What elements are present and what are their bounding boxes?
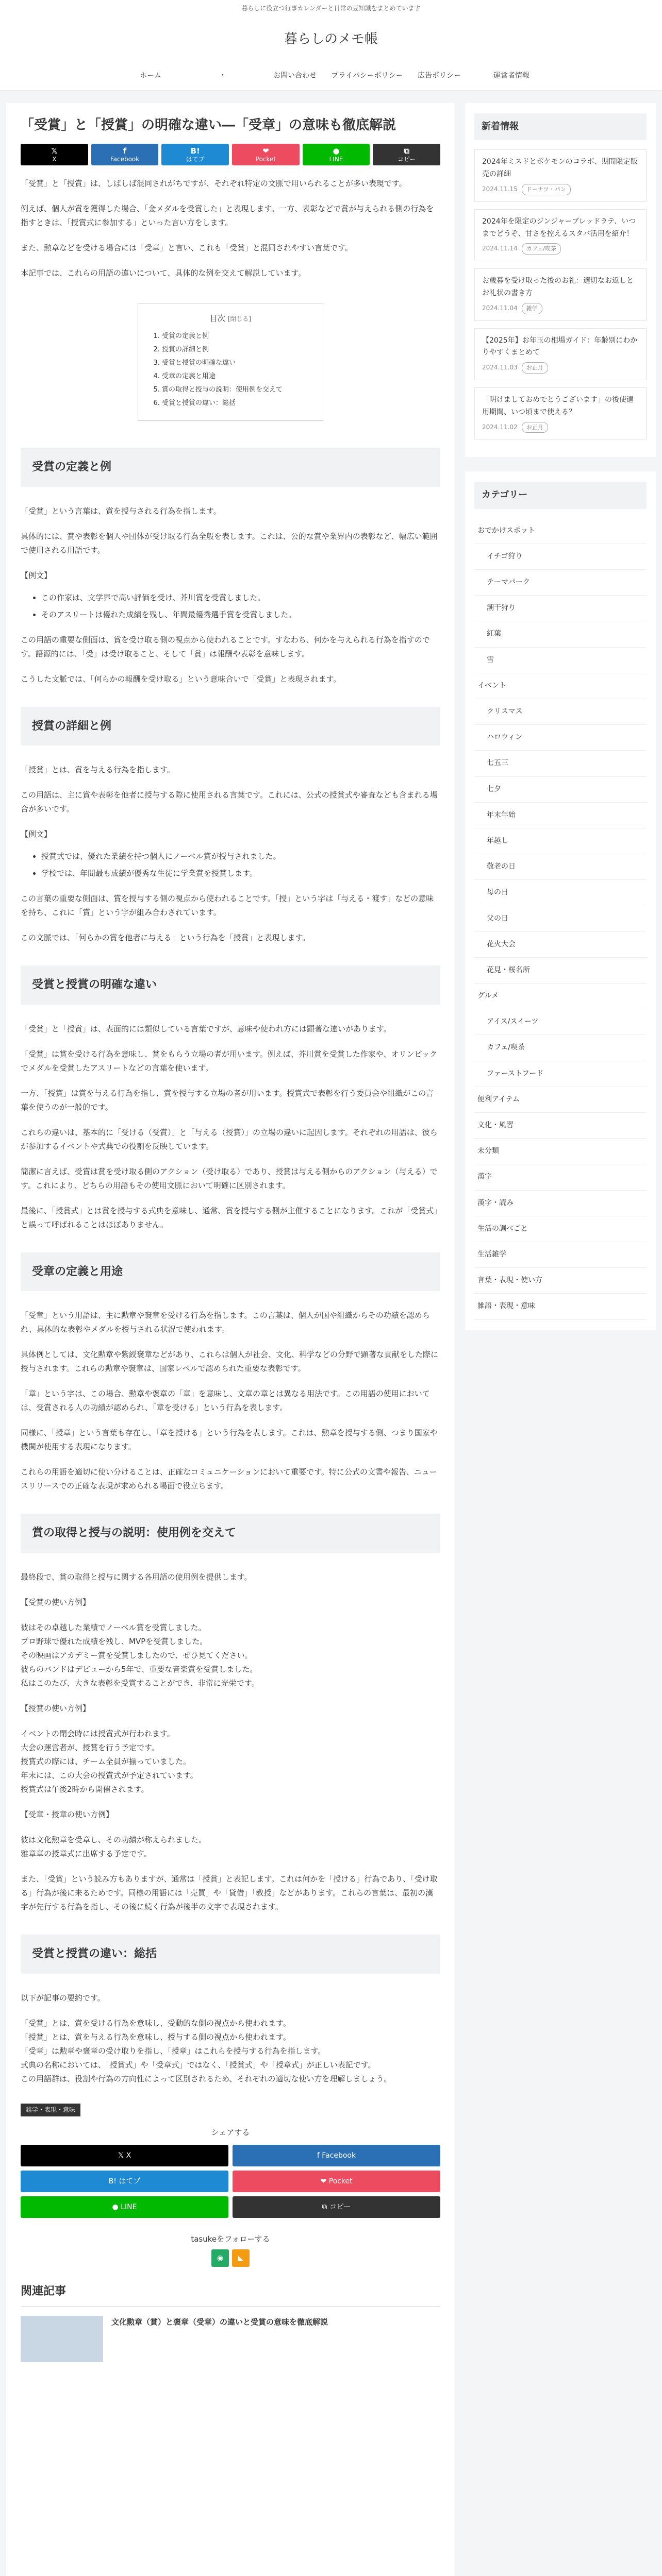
category-item[interactable]: グルメ (474, 984, 647, 1009)
share-bottom-title: シェアする (211, 2128, 250, 2138)
category-item[interactable]: イチゴ狩り (474, 544, 647, 570)
paragraph: この用語の重要な側面は、賞を受け取る側の視点から使われることです。すなわち、何かを与えられる行為を指すのです。語源的には、「受」は受け取ること、そして「賞」は報酬や表彰を意味します。 (21, 635, 430, 658)
example-label: 【授賞の使い方例】 (21, 1703, 91, 1713)
share-x-button[interactable]: 𝕏 X (21, 144, 88, 165)
share-facebook-button[interactable]: f Facebook (233, 2145, 440, 2166)
paragraph: 具体的には、賞や表彰を個人や団体が受け取る行為全般を表します。これは、公的な賞や業界内の表彰など、幅広い範囲で使用される用語です。 (21, 531, 438, 555)
section-heading: 受賞と授賞の明確な違い (21, 965, 440, 1005)
related-title: 関連記事 (21, 2281, 440, 2307)
share-hatena-button[interactable]: B! はてブ (161, 144, 229, 165)
example-line: プロ野球で優れた成績を残し、MVPを受賞しました。 (21, 1636, 208, 1646)
news-badge: ドーナツ・パン (522, 184, 571, 195)
paragraph: この用語は、主に賞や表彰を他者に授与する際に使用される言葉です。これには、公式の授賞式や審査なども含まれる場合が多いです。 (21, 790, 438, 814)
paragraph: 最終段で、賞の取得と授与に関する各用語の使用例を提供します。 (21, 1572, 252, 1582)
nav-separator: ・ (219, 71, 226, 80)
summary-line: 式典の名称においては、「授賞式」や「受章式」ではなく、「授賞式」や「授章式」が正しい表記です。 (21, 2060, 376, 2070)
category-item[interactable]: 漢字 (474, 1164, 647, 1190)
category-widget (465, 471, 656, 1330)
share-pocket-button[interactable]: ❤ Pocket (232, 144, 300, 165)
news-date: 2024.11.04 (482, 304, 518, 312)
example-line: 雅章章の授章式に出席する予定です。 (21, 1849, 152, 1858)
paragraph: また、「受賞」という読み方もありますが、通常は「授賞」と表記します。これは何かを「授ける」行為であり、「受け取る」行為が後に来るためです。同様の用語には「売買」や「貸借」「教授」などがあります。これらの言葉は、最初の漢字が先行する行為を指し、その後に続く行為が後半の文字で表現されます。 (21, 1874, 438, 1911)
category-item[interactable]: 未分類 (474, 1139, 647, 1164)
follow-text: tasukeをフォローする (191, 2234, 270, 2244)
section-heading: 受賞と授賞の違い：総括 (21, 1935, 440, 1974)
hatena-icon: B! (108, 2177, 119, 2186)
section-heading: 受賞の定義と例 (21, 448, 440, 487)
category-item[interactable]: イベント (474, 673, 647, 699)
line-icon: ● (112, 2203, 121, 2212)
share-facebook-button[interactable]: f Facebook (91, 144, 159, 165)
category-item[interactable]: 言葉・表現・使い方 (474, 1268, 647, 1294)
paragraph: この文脈では、「何らかの賞を他者に与える」という行為を「授賞」と表現します。 (21, 933, 310, 943)
example-line: 彼は文化勲章を受章し、その功績が称えられました。 (21, 1835, 207, 1844)
category-item[interactable]: 年末年始 (474, 803, 647, 828)
news-item[interactable]: 2024年を限定のジンジャーブレッドラテ、いつまでどうぞ、甘さを控えるスタバ活用を紹介！ 2024.11.14 カフェ/喫茶 (474, 209, 647, 261)
example-line: 彼らのバンドはデビューから5年で、重要な音楽賞を受賞しました。 (21, 1664, 258, 1674)
site-title[interactable]: 暮らしのメモ帳 (284, 31, 378, 47)
example-label: 【例文】 (21, 570, 52, 580)
category-item[interactable]: クリスマス (474, 699, 647, 725)
summary-line: この用語群は、役割や行為の方向性によって区別されるため、それぞれの適切な使い方を理解しましょう。 (21, 2074, 392, 2083)
category-item[interactable]: ハロウィン (474, 725, 647, 751)
example-line: その映画はアカデミー賞を受賞しましたので、ぜひ見てください。 (21, 1650, 253, 1660)
global-nav (0, 62, 662, 91)
toc-title: 目次 (209, 314, 225, 323)
toc-toggle[interactable]: [閉じる] (227, 315, 252, 323)
intro-paragraph: 「受賞」と「授賞」は、しばしば混同されがちですが、それぞれ特定の文脈で用いられることが多い表現です。 (21, 179, 407, 188)
toc-item[interactable]: 受章の定義と用途 (162, 372, 216, 380)
intro-paragraph: 例えば、個人が賞を獲得した場合、「金メダルを受賞した」と表現します。一方、表彰などで賞が与えられる側の行為を指すときは、「授賞式に参加する」といった言い方をします。 (21, 204, 434, 227)
list-item: • この作家は、文学界で高い評価を受け、芥川賞を受賞しました。 (41, 591, 440, 605)
toc-item[interactable]: 受賞と授賞の明確な違い (162, 359, 236, 367)
copy-icon: ⧉ (322, 2203, 329, 2212)
category-item[interactable]: 七夕 (474, 777, 647, 803)
news-date: 2024.11.02 (482, 423, 518, 431)
toc-item[interactable]: 受賞の定義と例 (162, 332, 209, 340)
list-item: • 授賞式では、優れた業績を持つ個人にノーベル賞が授与されました。 (41, 850, 440, 863)
news-item[interactable]: 2024年ミスドとポケモンのコラボ、期間限定販売の詳細 2024.11.15 ドーナツ・パン (474, 149, 647, 201)
example-line: 年末には、この大会の授賞式が予定されています。 (21, 1770, 198, 1780)
paragraph: 「受賞」という言葉は、賞を授与される行為を指します。 (21, 506, 221, 516)
share-x-button[interactable]: 𝕏 X (21, 2145, 228, 2166)
category-item[interactable]: 雑語・表現・意味 (474, 1294, 647, 1319)
nav-home[interactable]: ホーム (140, 71, 161, 80)
toc-item[interactable]: 賞の取得と授与の説明：使用例を交えて (162, 386, 283, 394)
list-item: • そのアスリートは優れた成績を残し、年間最優秀選手賞を受賞しました。 (41, 608, 440, 622)
news-item[interactable]: 「明けましておめでとうございます」の後使適用期間、いつ頃まで使える？ 2024.11.02 お正月 (474, 387, 647, 439)
category-item[interactable]: 漢字・読み (474, 1191, 647, 1216)
section-heading: 授賞の詳細と例 (21, 707, 440, 746)
share-line-button[interactable]: ● LINE (21, 2196, 228, 2218)
category-item[interactable]: 七五三 (474, 751, 647, 776)
pocket-icon: ❤ (262, 146, 269, 156)
related-item[interactable] (21, 2316, 440, 2362)
intro-paragraph: 本記事では、これらの用語の違いについて、具体的な例を交えて解説しています。 (21, 268, 306, 278)
example-list (21, 591, 440, 622)
category-item[interactable]: 年越し (474, 828, 647, 854)
example-line: 彼はその卓越した業績でノーベル賞を受賞しました。 (21, 1622, 206, 1632)
example-block (21, 1621, 440, 1690)
category-item[interactable]: テーマパーク (474, 570, 647, 596)
section-heading: 賞の取得と授与の説明：使用例を交えて (21, 1514, 440, 1553)
paragraph: これらの用語を適切に使い分けることは、正確なコミュニケーションにおいて重要です。特に公式の文書や報告、ニュースリリースでの正確な表現が求められる場面で役立ちます。 (21, 1467, 437, 1491)
paragraph: 「受賞」と「授賞」は、表面的には類似している言葉ですが、意味や使われ方には顕著な違いがあります。 (21, 1024, 391, 1033)
widget-title: カテゴリー (474, 482, 647, 509)
example-label: 【受章・授章の使い方例】 (21, 1809, 114, 1819)
example-label: 【例文】 (21, 829, 52, 839)
news-date: 2024.11.03 (482, 364, 518, 371)
share-bottom (21, 2145, 440, 2218)
news-date: 2024.11.15 (482, 185, 518, 193)
share-hatena-button[interactable]: B! はてブ (21, 2171, 228, 2192)
news-item[interactable]: お歳暮を受け取った後のお礼：適切なお返しとお礼状の書き方 2024.11.04 雑学 (474, 268, 647, 320)
article-title: 「受賞」と「授賞」の明確な違い―「受章」の意味も徹底解説 (21, 117, 396, 133)
category-item[interactable]: 文化・風習 (474, 1113, 647, 1139)
category-item[interactable]: 父の日 (474, 906, 647, 932)
category-item[interactable]: おでかけスポット (474, 518, 647, 544)
summary-line: 「受章」は勲章や褒章の受け取りを指し、「授章」はこれらを授与する行為を指します。 (21, 2046, 326, 2056)
widget-title: 新着情報 (474, 113, 647, 140)
hatena-icon: B! (190, 146, 200, 156)
table-of-contents (138, 303, 323, 421)
related-thumbnail (21, 2316, 103, 2362)
example-line: 大会の運営者が、授賞を行う予定です。 (21, 1742, 159, 1752)
paragraph: 具体例としては、文化勲章や紫綬褒章などがあり、これらは個人が社会、文化、科学などの分野で顕著な貢献をした際に授与されます。これらの勲章や褒章は、国家レベルで認められた重要な表彰です。 (21, 1350, 439, 1374)
x-icon: 𝕏 (118, 2151, 126, 2160)
news-date: 2024.11.14 (482, 245, 518, 252)
facebook-icon: f (123, 146, 127, 156)
paragraph: 同様に、「授章」という言葉も存在し、「章を授ける」という行為を表します。これは、勲章を授与する側、つまり国家や機関が使用する表現になります。 (21, 1428, 438, 1452)
list-item: • 学校では、年間最も成績が優秀な生徒に学業賞を授賞します。 (41, 867, 440, 880)
summary-line: 「授賞」とは、賞を与える行為を意味し、授与する側の視点から使われます。 (21, 2032, 291, 2042)
paragraph: 「章」という字は、この場合、勲章や褒章の「章」を意味し、文章の章とは異なる用法です。この用語の使用においては、受賞される人の功績が認められ、「章を受ける」という行為を表します。 (21, 1389, 430, 1413)
related-item-title: 文化勲章（賞）と褒章（受章）の違いと受賞の意味を徹底解説 (111, 2317, 328, 2327)
news-item[interactable]: 【2025年】お年玉の相場ガイド：年齢別にわかりやすくまとめて 2024.11.03 お正月 (474, 328, 647, 380)
follow-section (21, 2232, 440, 2267)
nav-operator[interactable]: 運営者情報 (493, 71, 529, 80)
share-top (21, 144, 440, 165)
rss-icon[interactable]: ◣ (232, 2249, 250, 2267)
news-widget (465, 103, 656, 457)
example-line: 授賞式は午後2時から開催されます。 (21, 1784, 149, 1794)
facebook-icon: f (317, 2151, 322, 2160)
share-copy-button[interactable]: ⧉ コピー (233, 2196, 440, 2218)
share-pocket-button[interactable]: ❤ Pocket (233, 2171, 440, 2192)
toc-item[interactable]: 受賞と授賞の違い：総括 (162, 399, 236, 407)
paragraph: こうした文脈では、「何らかの報酬を受け取る」という意味合いで「受賞」と表現されます。 (21, 674, 341, 684)
category-item[interactable]: 花見・桜名所 (474, 958, 647, 984)
example-block (21, 1727, 440, 1797)
example-label: 【受賞の使い方例】 (21, 1597, 91, 1607)
category-item[interactable]: 紅葉 (474, 621, 647, 647)
pocket-icon: ❤ (320, 2177, 329, 2186)
topbar-text: 暮らしに役立つ行事カレンダーと日常の豆知識をまとめています (241, 5, 421, 12)
header (0, 16, 662, 62)
category-tag[interactable]: 雑学・表現・意味 (21, 2104, 80, 2117)
nav-contact[interactable]: お問い合わせ (273, 71, 317, 80)
paragraph: 「授賞」とは、賞を与える行為を指します。 (21, 765, 175, 775)
news-badge: カフェ/喫茶 (522, 243, 561, 255)
category-item[interactable]: 母の日 (474, 880, 647, 906)
category-item[interactable]: 便利アイテム (474, 1087, 647, 1113)
category-item[interactable]: カフェ/喫茶 (474, 1035, 647, 1061)
category-item[interactable]: ファーストフード (474, 1061, 647, 1087)
copy-icon: ⧉ (404, 146, 410, 156)
news-badge: 雑学 (522, 303, 542, 314)
share-copy-button[interactable]: ⧉ コピー (373, 144, 440, 165)
line-icon: ● (333, 146, 340, 156)
nav-privacy[interactable]: プライバシーポリシー (331, 71, 403, 80)
content-container (6, 103, 656, 2576)
paragraph: この言葉の重要な側面は、賞を授与する側の視点から使われることです。「授」という字は「与える・渡す」などの意味を持ち、これに「賞」という字が組み合わされています。 (21, 894, 434, 918)
summary-line: 「受賞」とは、賞を受ける行為を意味し、受動的な側の視点から使われます。 (21, 2018, 291, 2028)
paragraph: これらの違いは、基本的に「受ける（受賞）」と「与える（授賞）」の立場の違いに起因します。それぞれの用語は、彼らが参加するイベントや式典での役割を反映しています。 (21, 1127, 438, 1151)
paragraph: 簡潔に言えば、受賞は賞を受け取る側のアクション（受け取る）であり、授賞は与える側からのアクション（与える）です。これにより、どちらの用語もその使用文脈において明確に区別されます。 (21, 1166, 438, 1190)
article (6, 103, 455, 2576)
category-item[interactable]: 花火大会 (474, 932, 647, 958)
category-item[interactable]: 潮干狩り (474, 596, 647, 621)
paragraph: 「受章」という用語は、主に勲章や褒章を受ける行為を指します。この言葉は、個人が国や組織からその功績を認められ、具体的な表彰やメダルを授与される状況で使われます。 (21, 1311, 430, 1334)
category-item[interactable]: アイス/スイーツ (474, 1009, 647, 1035)
category-item[interactable]: 敬老の日 (474, 854, 647, 880)
paragraph: 最後に、「授賞式」とは賞を授与する式典を意味し、通常、賞を授与する側が主催することになります。これが「受賞式」と誤って呼ばれることはほぼありません。 (21, 1206, 438, 1229)
category-item[interactable]: 生活の調べごと (474, 1216, 647, 1242)
example-line: 授賞式の際には、チーム全員が揃っていました。 (21, 1756, 191, 1766)
paragraph: 「受賞」は賞を受ける行為を意味し、賞をもらう立場の者が用います。例えば、芥川賞を受賞した作家や、オリンピックでメダルを受賞したアスリートなどの言葉を使います。 (21, 1049, 437, 1073)
sidebar (465, 103, 656, 1345)
news-badge: お正月 (522, 422, 548, 433)
example-line: イベントの閉会時には授賞式が行われます。 (21, 1728, 175, 1738)
example-list (21, 850, 440, 880)
x-icon: 𝕏 (51, 146, 58, 156)
summary-block (21, 2016, 440, 2086)
toc-item[interactable]: 授賞の詳細と例 (162, 346, 209, 353)
paragraph: 一方、「授賞」は賞を与える行為を指し、賞を授与する立場の者が用います。授賞式で表彰を行う委員会や組織がこの言葉を使うのが一般的です。 (21, 1088, 434, 1112)
intro-paragraph: また、勲章などを受ける場合には「受章」と言い、これも「受賞」と混同されやすい言葉です。 (21, 243, 353, 252)
category-item[interactable]: 雪 (474, 648, 647, 673)
paragraph: 以下が記事の要約です。 (21, 1993, 105, 2003)
nav-ad-policy[interactable]: 広告ポリシー (418, 71, 461, 80)
news-badge: お正月 (522, 362, 548, 374)
share-line-button[interactable]: ● LINE (303, 144, 370, 165)
example-line: 私はこのたび、大きな表彰を受賞することができ、非常に光栄です。 (21, 1678, 259, 1688)
topbar (0, 0, 662, 16)
category-list (474, 518, 647, 1320)
section-heading: 受章の定義と用途 (21, 1252, 440, 1292)
feedly-icon[interactable]: ◉ (211, 2249, 229, 2267)
category-item[interactable]: 生活雑学 (474, 1242, 647, 1268)
example-block (21, 1833, 440, 1861)
